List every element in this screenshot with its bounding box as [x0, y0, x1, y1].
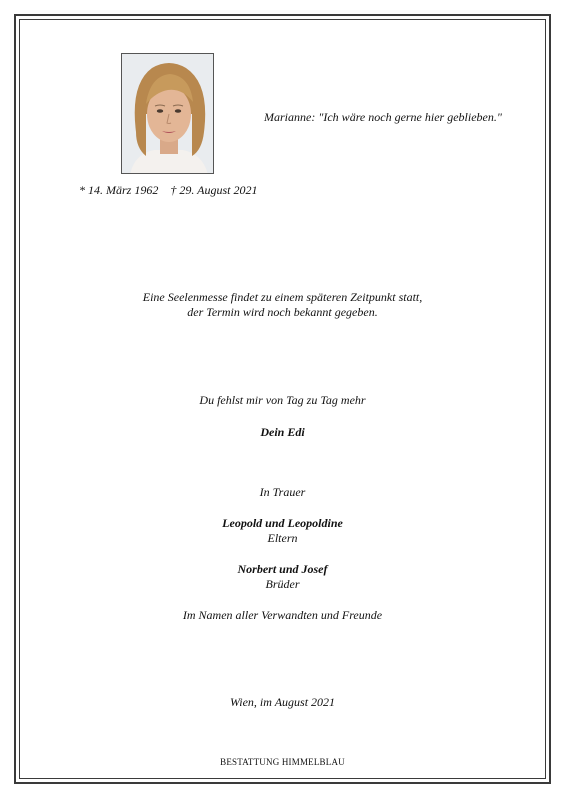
mourner-relation: Brüder: [265, 577, 300, 591]
death-date: † 29. August 2021: [170, 183, 258, 197]
birth-date: * 14. März 1962: [79, 183, 159, 197]
place-date: Wien, im August 2021: [229, 695, 336, 709]
dedication-signature: Dein Edi: [260, 425, 305, 439]
mourner-names: Norbert und Josef: [237, 562, 328, 576]
mourner-relation: Eltern: [267, 531, 298, 545]
life-dates: [79, 183, 257, 198]
dedication-text: Du fehlst mir von Tag zu Tag mehr: [199, 393, 366, 407]
relatives-closing: Im Namen aller Verwandten und Freunde: [182, 608, 383, 622]
mass-notice-line-1: Eine Seelenmesse findet zu einem späteren Zeitpunkt statt,: [142, 290, 423, 304]
mass-notice-line-2: der Termin wird noch bekannt gegeben.: [187, 305, 378, 319]
quote-text: Marianne: "Ich wäre noch gerne hier geblieben.": [264, 110, 502, 124]
mourner-names: Leopold und Leopoldine: [222, 516, 343, 530]
mourning-heading: In Trauer: [259, 485, 306, 499]
portrait-photo: [121, 53, 214, 174]
funeral-home-name: BESTATTUNG HIMMELBLAU: [220, 757, 345, 767]
